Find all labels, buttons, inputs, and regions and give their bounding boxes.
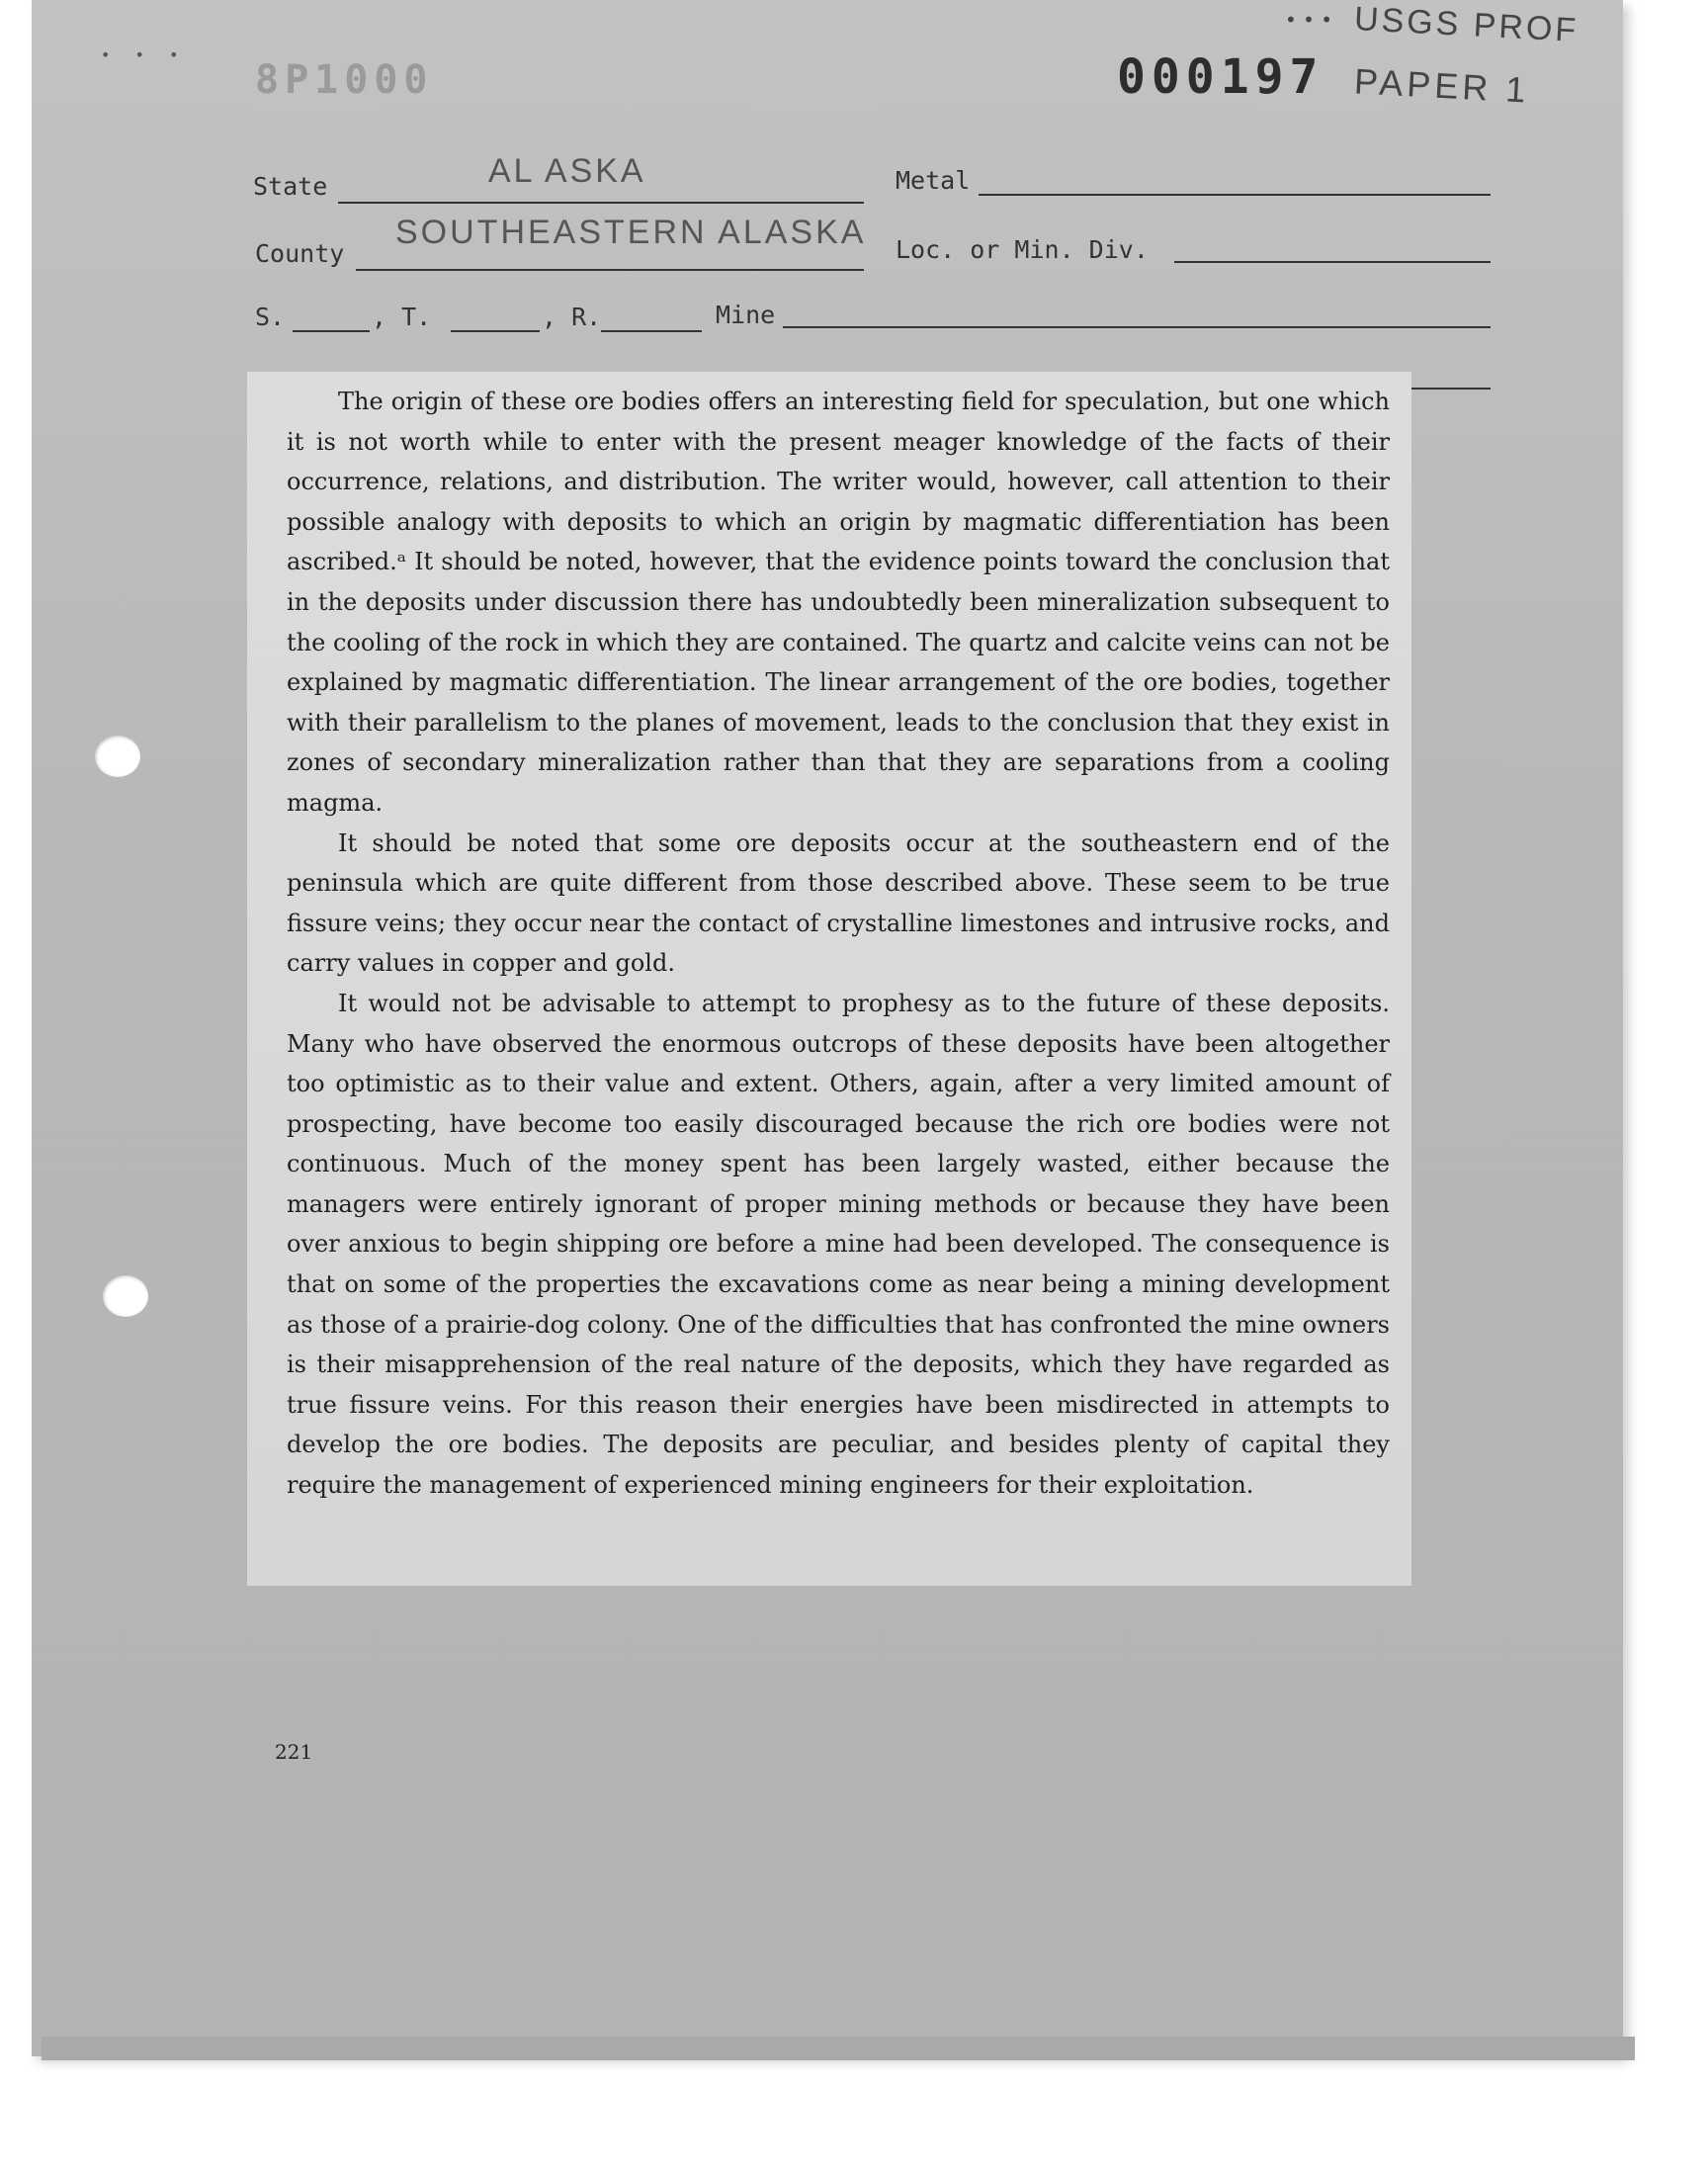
paragraph-2: It should be noted that some ore deposits occur at the southeastern end of the peninsula which are quite different from those described above. These seem to be true fissure veins; they occur near the contact of crystalline limestones and intrusive rocks, and carry values in copper and gold. — [287, 828, 1390, 978]
paragraph-1: The origin of these ore bodies offers an interesting field for speculation, but one which it is not worth while to enter with the present meager knowledge of the facts of their occurrence, relations, and distribution. The writer would, however, call attention to their possible analogy with deposits to which an origin by magmatic differentiation has been ascribed.ᵃ It should be noted, however, that the evidence points toward the conclusion that in the deposits under discussion there has undoubtedly been mineralization subsequent to the cooling of the rock in which they are contained. The quartz and calcite veins can not be explained by magmatic differentiation. The linear arrangement of the ore bodies, together with their parallelism to the planes of movement, leads to the conclusion that they exist in zones of secondary mineralization rather than that they are separations from a cooling magma. — [287, 388, 1390, 817]
t-line — [451, 330, 540, 332]
loc-label: Loc. or Min. Div. — [896, 235, 1149, 264]
punch-hole-top — [95, 736, 140, 777]
paragraph-3: It would not be advisable to attempt to prophesy as to the future of these deposits. Many who have observed the enormous outcrops of these deposits have been altogether too optimistic as to their value and extent. Others, again, after a very limited amount of prospecting, have become too easily discouraged because the rich ore bodies were not continuous. Much of the money spent has been largely wasted, either because the managers were entirely ignorant of proper mining methods or because they have been over anxious to begin shipping ore before a mine had been developed. The consequence is that on some of the properties the excavations come as near being a mining development as those of a prairie-dog colony. One of the difficulties that has confronted the mine owners is their misapprehension of the real nature of the deposits, which they have regarded as true fissure veins. For this reason their energies have been misdirected in attempts to develop the ore bodies. The deposits are peculiar, and besides plenty of capital they require the management of experienced mining engineers for their exploitation. — [287, 989, 1390, 1500]
s-label: S. — [255, 303, 286, 331]
mine-line — [783, 326, 1491, 328]
series-line-2: PAPER 1 — [1353, 60, 1531, 111]
state-value: AL ASKA — [488, 152, 646, 190]
r-label: , R. — [542, 303, 602, 331]
county-label: County — [255, 239, 345, 268]
series-line-1: USGS PROF — [1353, 0, 1580, 49]
punch-hole-bottom — [103, 1275, 148, 1317]
metal-line — [979, 194, 1491, 196]
page-number: 221 — [275, 1740, 313, 1764]
county-line — [356, 269, 864, 271]
card-bottom-edge — [42, 2037, 1635, 2060]
state-label: State — [253, 172, 328, 201]
s-line — [293, 330, 370, 332]
faded-stamp: 8P1000 — [255, 57, 434, 103]
ink-dots-top: • • • — [1285, 8, 1333, 32]
metal-label: Metal — [896, 166, 971, 195]
mine-label: Mine — [716, 301, 776, 329]
county-value: SOUTHEASTERN ALASKA — [395, 214, 867, 251]
ink-dots: • • • — [101, 45, 189, 64]
stamp-number: 000197 — [1117, 49, 1324, 105]
t-label: , T. — [372, 303, 432, 331]
r-line — [601, 330, 702, 332]
state-line — [338, 202, 864, 204]
text-clipping — [247, 372, 1411, 1586]
loc-line — [1174, 261, 1491, 263]
